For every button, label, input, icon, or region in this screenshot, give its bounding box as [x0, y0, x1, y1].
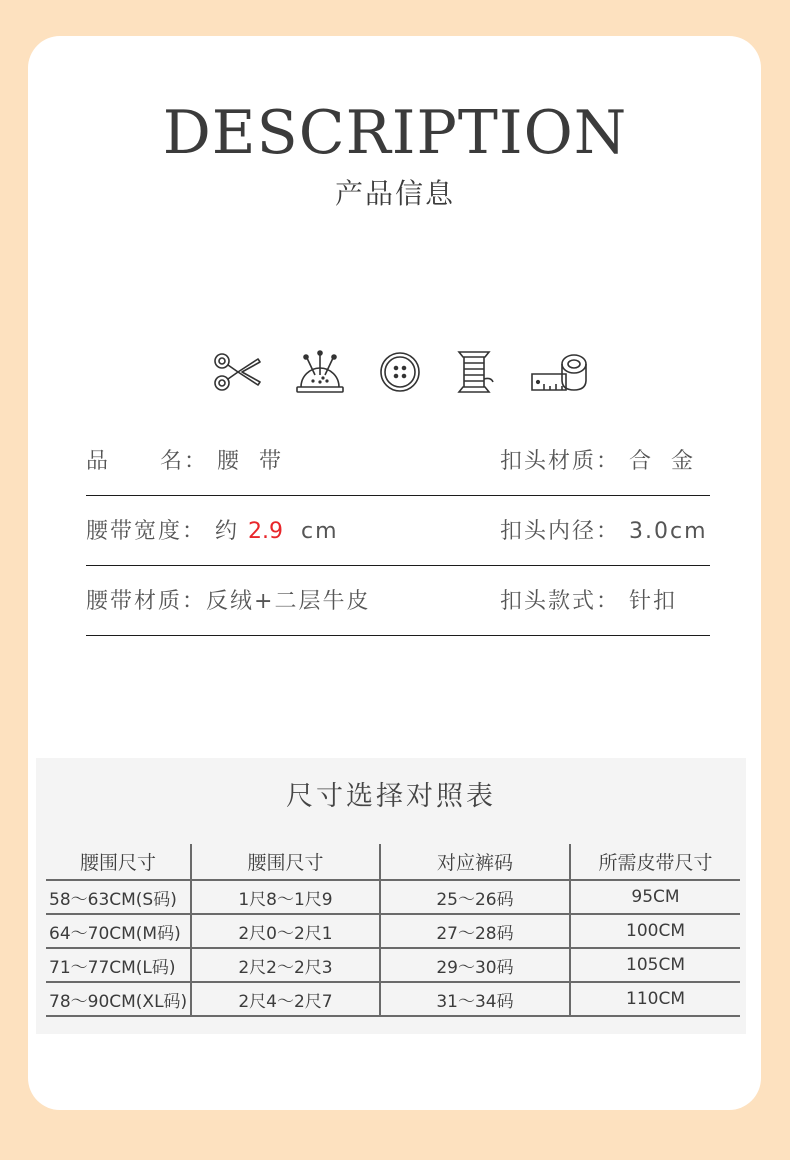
cell-belt-length: 100CM — [570, 914, 740, 948]
spec-value: 3.0cm — [629, 519, 708, 544]
spec-belt-material — [86, 584, 370, 615]
header-waist-chi: 腰围尺寸 — [191, 844, 380, 880]
spec-row-name — [86, 430, 710, 496]
cell-waist-cm: 78～90CM(XL码) — [46, 982, 191, 1016]
cell-waist-cm: 64～70CM(M码) — [46, 914, 191, 948]
header-pants-size: 对应裤码 — [380, 844, 570, 880]
spec-value: 反绒+二层牛皮 — [206, 589, 371, 614]
spec-product-name — [86, 444, 283, 475]
sewing-icons-row — [212, 348, 588, 396]
spec-buckle-style — [500, 584, 677, 615]
spec-label: 扣头内径： — [500, 519, 621, 544]
cell-waist-chi: 2尺0～2尺1 — [191, 914, 380, 948]
spec-label-part: 品 — [86, 449, 111, 474]
spec-value: 腰 带 — [217, 449, 284, 474]
cell-pants-size: 27～28码 — [380, 914, 570, 948]
scissors-icon — [212, 351, 262, 393]
table-row — [46, 948, 740, 982]
cell-waist-chi: 2尺4～2尺7 — [191, 982, 380, 1016]
size-chart-panel — [36, 758, 746, 1034]
title-english: DESCRIPTION — [162, 98, 628, 168]
header-waist-cm: 腰围尺寸 — [46, 844, 191, 880]
cell-waist-cm: 58～63CM(S码) — [46, 880, 191, 914]
pincushion-icon — [295, 349, 345, 395]
button-icon — [378, 350, 422, 394]
spec-label: 扣头材质： — [500, 449, 621, 474]
table-row — [46, 914, 740, 948]
spec-value: 针扣 — [629, 589, 678, 614]
cell-pants-size: 25～26码 — [380, 880, 570, 914]
spec-belt-width — [86, 514, 339, 545]
table-row — [46, 982, 740, 1016]
spec-label: 腰带宽度： — [86, 519, 207, 544]
title-chinese: 产品信息 — [334, 177, 455, 210]
table-header-row — [46, 844, 740, 880]
tape-measure-icon — [530, 350, 588, 394]
spec-label-part: 名： — [160, 449, 209, 474]
spec-value-highlight: 2.9 — [248, 519, 284, 544]
thread-spool-icon — [455, 349, 497, 395]
spec-row-material — [86, 566, 710, 636]
size-chart-table — [46, 844, 740, 1017]
spec-prefix: 约 — [215, 519, 240, 544]
cell-pants-size: 31～34码 — [380, 982, 570, 1016]
cell-waist-chi: 2尺2～2尺3 — [191, 948, 380, 982]
cell-belt-length: 95CM — [570, 880, 740, 914]
cell-belt-length: 110CM — [570, 982, 740, 1016]
cell-waist-cm: 71～77CM(L码) — [46, 948, 191, 982]
spec-label: 腰带材质： — [86, 589, 207, 614]
table-row — [46, 880, 740, 914]
spec-list — [86, 430, 710, 636]
spec-value: 合 金 — [629, 449, 696, 474]
spec-row-width — [86, 496, 710, 566]
header-belt-length: 所需皮带尺寸 — [570, 844, 740, 880]
spec-label: 扣头款式： — [500, 589, 621, 614]
spec-unit: cm — [301, 519, 339, 544]
spec-buckle-inner-diameter — [500, 514, 708, 545]
cell-belt-length: 105CM — [570, 948, 740, 982]
cell-waist-chi: 1尺8～1尺9 — [191, 880, 380, 914]
size-chart-title: 尺寸选择对照表 — [286, 781, 496, 812]
spec-buckle-material — [500, 444, 695, 475]
cell-pants-size: 29～30码 — [380, 948, 570, 982]
